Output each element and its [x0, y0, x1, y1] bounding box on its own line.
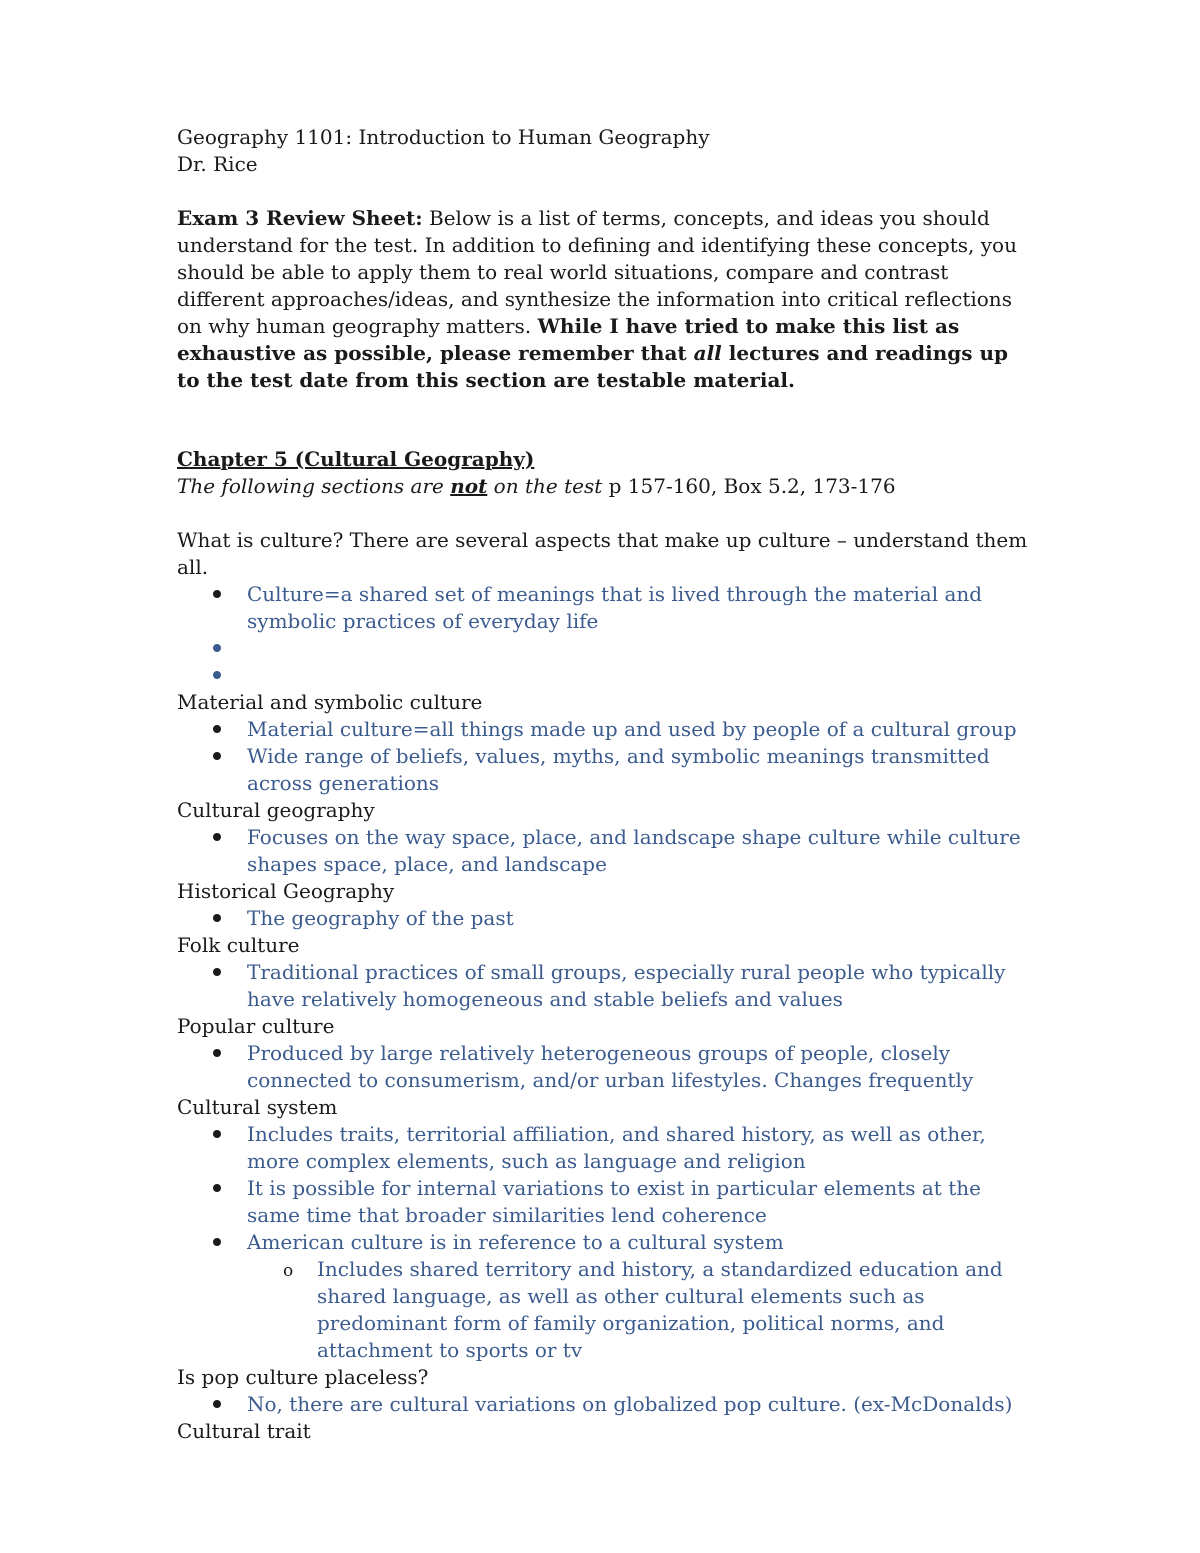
- sub-list-item: [177, 1256, 1037, 1364]
- term-folk-culture: Folk culture: [177, 933, 300, 957]
- bullet-icon: [213, 1238, 221, 1246]
- bullet-icon: [213, 1049, 221, 1057]
- chapter-note-a: The following sections are: [177, 474, 451, 498]
- answer-text: It is possible for internal variations to exist in particular elements at the same time that broader similarities lend coherence: [247, 1176, 981, 1227]
- answer-text: Wide range of beliefs, values, myths, and symbolic meanings transmitted across generations: [247, 744, 990, 795]
- intro-bold-b: lectures and readings up to the test date from this section are testable material.: [177, 341, 1009, 392]
- bullet-icon: [213, 968, 221, 976]
- answer-text: Culture=a shared set of meanings that is lived through the material and symbolic practices of everyday life: [247, 582, 983, 633]
- intro-bold-em: all: [693, 341, 722, 365]
- list-item: [177, 1229, 1037, 1256]
- term-cultural-geography: Cultural geography: [177, 798, 375, 822]
- bullet-icon: [213, 833, 221, 841]
- circle-bullet-icon: o: [283, 1261, 294, 1281]
- term-cultural-trait: Cultural trait: [177, 1419, 311, 1443]
- chapter-note-not: not: [450, 474, 488, 498]
- answer-text: American culture is in reference to a cultural system: [247, 1230, 784, 1254]
- document-body: [177, 124, 1037, 1445]
- instructor-name: Dr. Rice: [177, 152, 258, 176]
- list-item: [177, 824, 1037, 878]
- answer-text: The geography of the past: [247, 906, 514, 930]
- bullet-icon: [213, 590, 221, 598]
- answer-text: Includes traits, territorial affiliation, and shared history, as well as other, more complex elements, such as language and religion: [247, 1122, 986, 1173]
- term-popular-culture: Popular culture: [177, 1014, 335, 1038]
- bullet-icon: [213, 1184, 221, 1192]
- list-item: [177, 1175, 1037, 1229]
- list-item: [177, 1391, 1037, 1418]
- answer-text: Focuses on the way space, place, and landscape shape culture while culture shapes space, place, and landscape: [247, 825, 1021, 876]
- bullet-icon: [213, 1400, 221, 1408]
- bullet-icon: [213, 671, 221, 679]
- bullet-icon: [213, 644, 221, 652]
- intro-label: Exam 3 Review Sheet:: [177, 206, 423, 230]
- term-what-is-culture: What is culture? There are several aspects that make up culture – understand them all.: [177, 528, 1028, 579]
- list-item: [177, 716, 1037, 743]
- term-cultural-system: Cultural system: [177, 1095, 338, 1119]
- list-item: [177, 1040, 1037, 1094]
- answer-text: Material culture=all things made up and used by people of a cultural group: [247, 717, 1017, 741]
- term-material-symbolic-culture: Material and symbolic culture: [177, 690, 483, 714]
- list-item: [177, 743, 1037, 797]
- intro-bold-a: While I have tried to make this list as exhaustive as possible, please remember that: [177, 314, 960, 365]
- list-item-empty: [177, 662, 1037, 689]
- chapter-heading: Chapter 5 (Cultural Geography): [177, 447, 535, 471]
- list-item: [177, 1121, 1037, 1175]
- course-title: Geography 1101: Introduction to Human Geography: [177, 125, 710, 149]
- intro-paragraph: [177, 205, 1037, 394]
- chapter-note-pages: p 157-160, Box 5.2, 173-176: [602, 474, 896, 498]
- term-pop-culture-placeless: Is pop culture placeless?: [177, 1365, 429, 1389]
- answer-text: Produced by large relatively heterogeneous groups of people, closely connected to consumerism, and/or urban lifestyles. Changes frequently: [247, 1041, 974, 1092]
- list-item: [177, 905, 1037, 932]
- answer-text: Traditional practices of small groups, especially rural people who typically have relatively homogeneous and stable beliefs and values: [247, 960, 1006, 1011]
- list-item-empty: [177, 635, 1037, 662]
- bullet-icon: [213, 725, 221, 733]
- bullet-icon: [213, 752, 221, 760]
- answer-text: No, there are cultural variations on globalized pop culture. (ex-McDonalds): [247, 1392, 1013, 1416]
- bullet-icon: [213, 1130, 221, 1138]
- answer-text: Includes shared territory and history, a standardized education and shared language, as well as other cultural elements such as predominant form of family organization, political norms, and attachment to sports or tv: [317, 1257, 1003, 1362]
- intro-text: Below is a list of terms, concepts, and ideas you should understand for the test. In addition to defining and identifying these concepts, you should be able to apply them to real world situations, compare and contrast different approaches/ideas, and synthesize the information into critical reflections on why human geography matters.: [177, 206, 1017, 338]
- bullet-icon: [213, 914, 221, 922]
- chapter-note-b: on the test: [487, 474, 603, 498]
- list-item: [177, 581, 1037, 635]
- chapter-note: [177, 473, 1037, 500]
- list-item: [177, 959, 1037, 1013]
- term-historical-geography: Historical Geography: [177, 879, 395, 903]
